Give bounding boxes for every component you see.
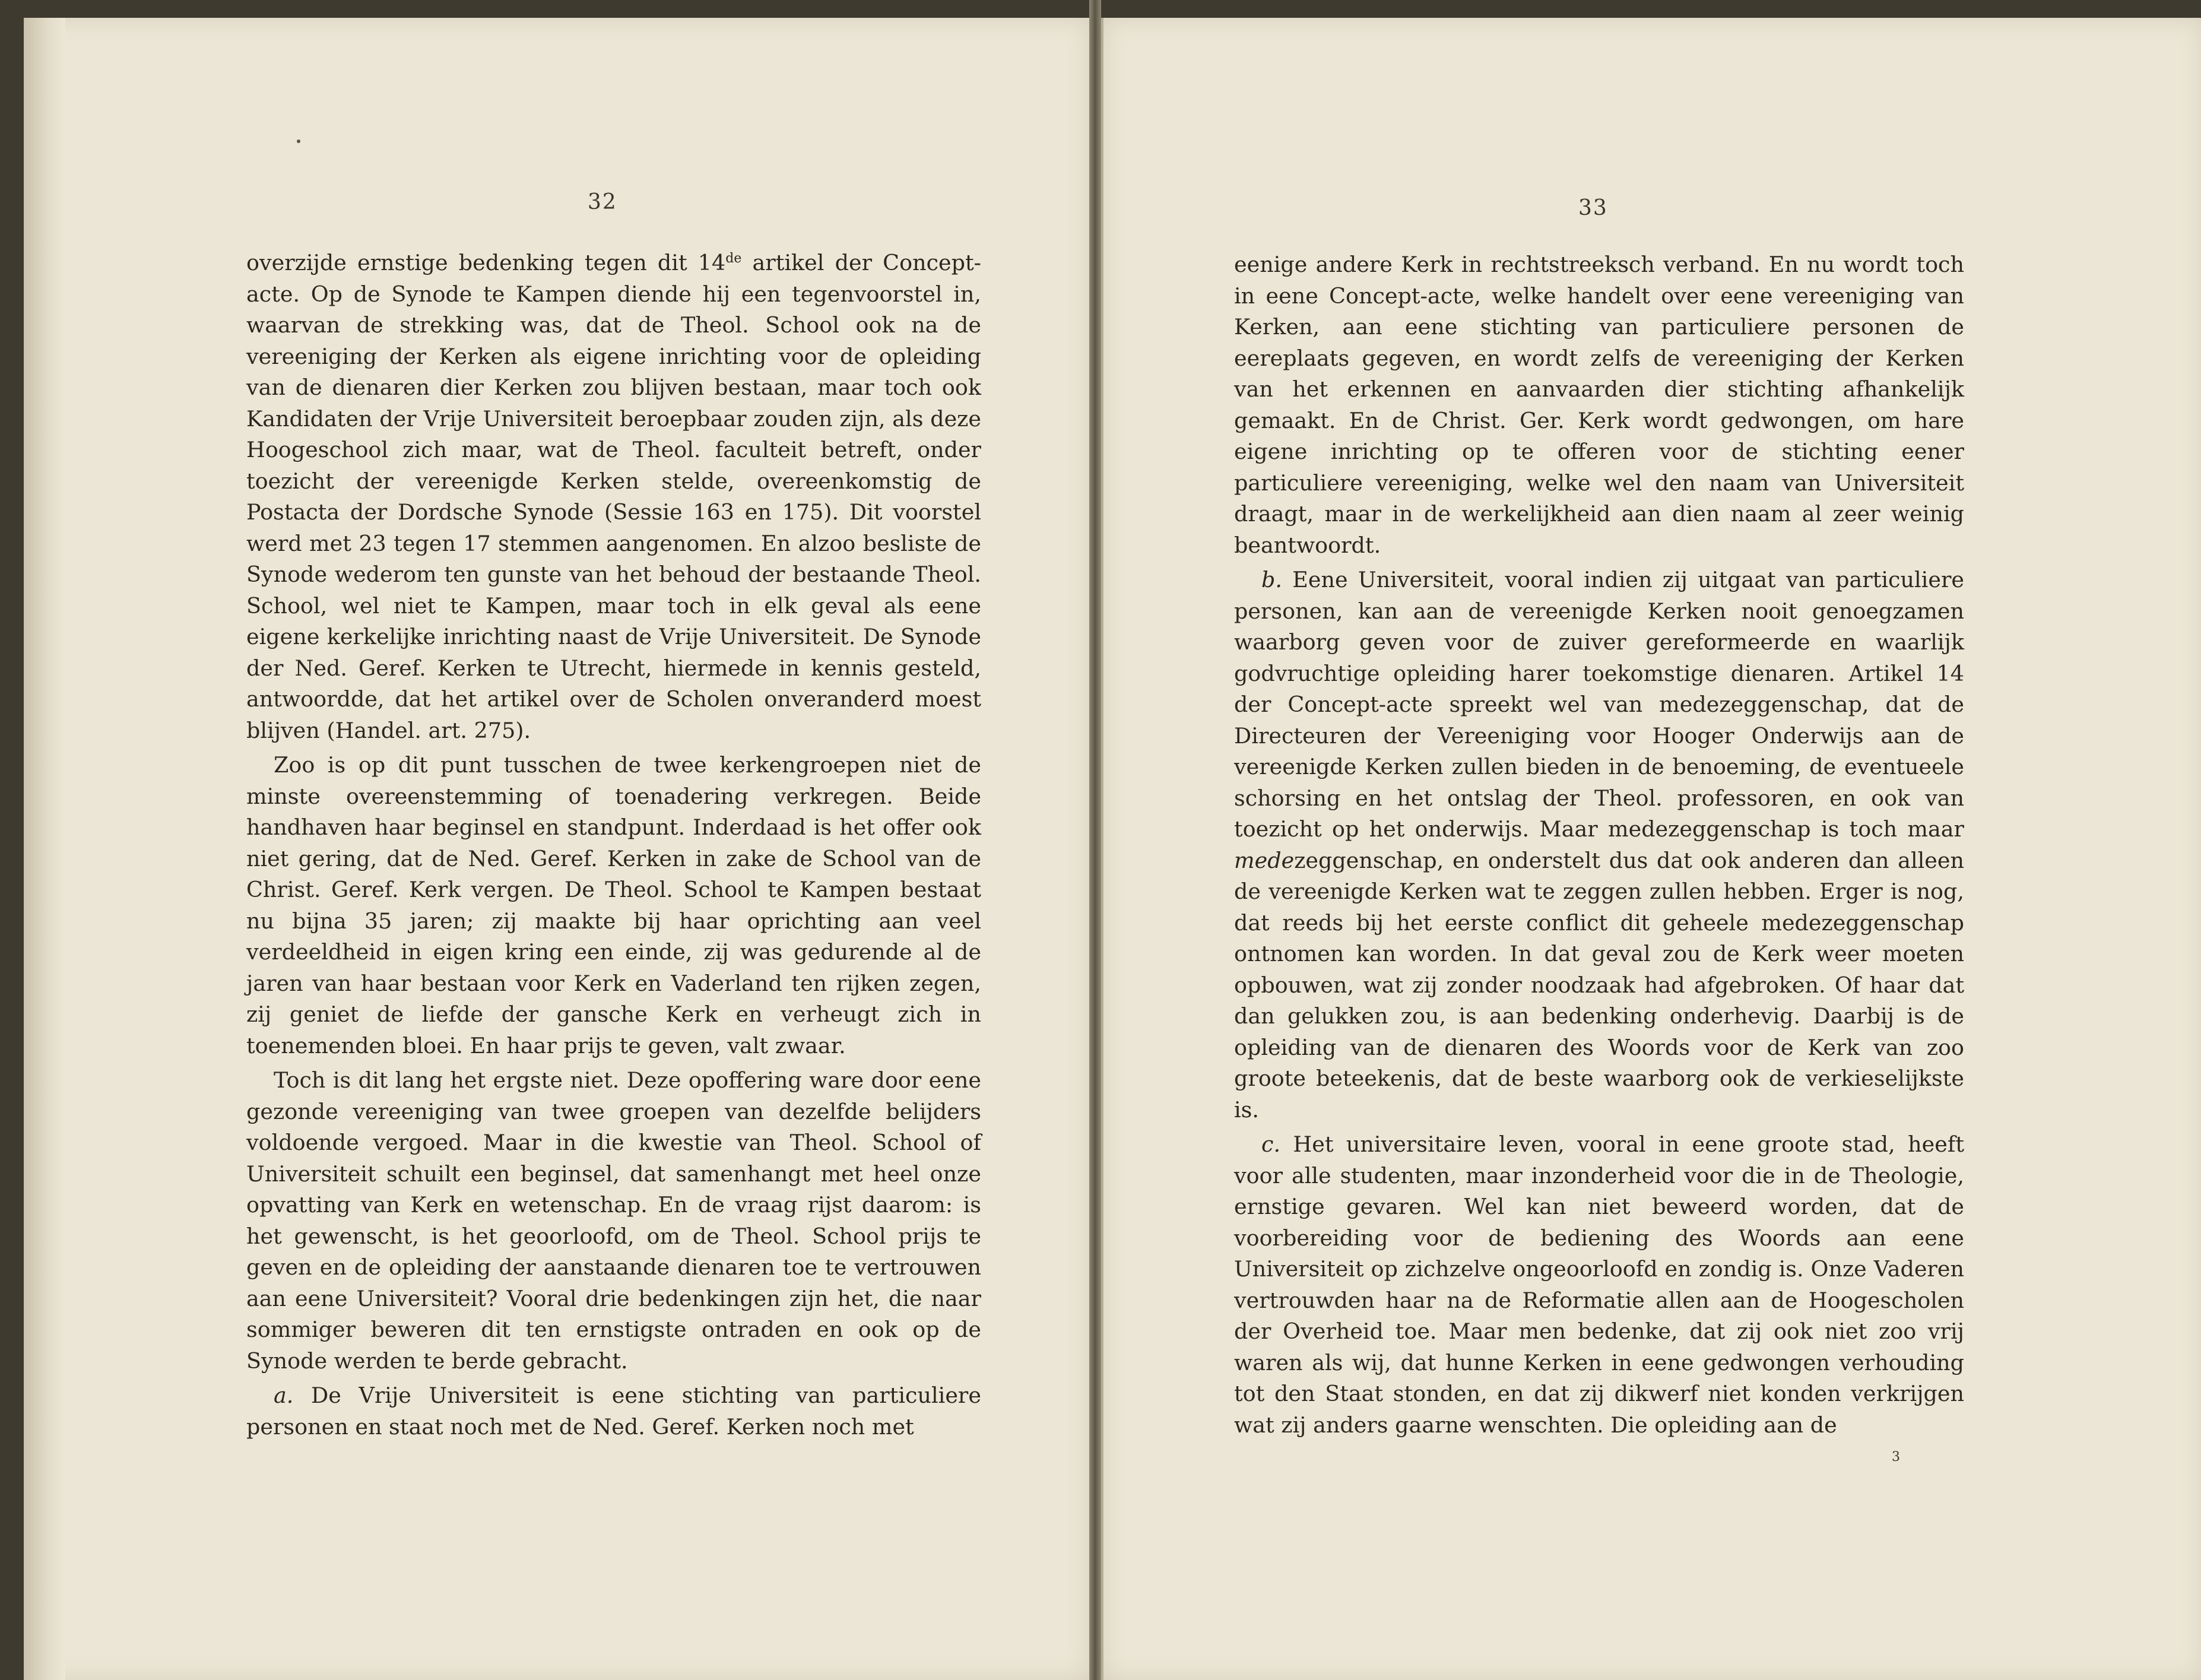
superscript: de xyxy=(725,251,742,266)
text-run: overzijde ernstige bedenking tegen dit 14 xyxy=(246,250,726,276)
paragraph xyxy=(246,243,981,746)
paragraph xyxy=(1234,1129,1964,1441)
paper-speck xyxy=(297,140,300,143)
body-text xyxy=(1234,249,1964,1444)
book-gutter xyxy=(1089,0,1101,1680)
left-page xyxy=(24,18,1093,1680)
list-marker: c. xyxy=(1261,1131,1281,1157)
paragraph: eenige andere Kerk in rechtstreeksch verband. En nu wordt toch in eene Concept-acte, welke handelt over eene vereeniging van Kerken, aan eene stichting van particuliere personen de eereplaats gegeven, en wordt zelfs de vereeniging der Kerken van het erkennen en aanvaarden dier stichting afhankelijk gemaakt. En de Christ. Ger. Kerk wordt gedwongen, om hare eigene inrichting op te offeren voor de stichting eener particuliere vereeniging, welke wel den naam van Universiteit draagt, maar in de werkelijkheid aan dien naam al zeer weinig beantwoordt. xyxy=(1234,252,1964,558)
italic-emphasis: mede xyxy=(1234,847,1295,873)
paragraph: Toch is dit lang het ergste niet. Deze opoffering ware door eene gezonde vereeniging van twee groepen van dezelfde belijders voldoende vergoed. Maar in die kwestie van Theol. School of Universiteit schuilt een beginsel, dat samenhangt met heel onze opvatting van Kerk en wetenschap. En de vraag rijst daarom: is het gewenscht, is het geoorloofd, om de Theol. School prijs te geven en de opleiding der aanstaande dienaren toe te vertrouwen aan eene Universiteit? Vooral drie bedenkingen zijn het, die naar sommiger beweren dit ten ernstigste ontraden en ook op de Synode werden te berde gebracht. xyxy=(246,1067,981,1374)
text-run: Het universitaire leven, vooral in eene groote stad, heeft voor alle studenten, maar inzonderheid voor die in de Theologie, ernstige gevaren. Wel kan niet beweerd worden, dat de voorbereiding voor de bediening des Woords aan eene Universiteit op zichzelve ongeoorloofd en zondig is. Onze Vaderen vertrouwden haar na de Reformatie allen aan de Hoogescholen der Overheid toe. Maar men bedenke, dat zij ook niet zoo vrij waren als wij, dat hunne Kerken in eene gedwongen verhouding tot den Staat stonden, en dat zij dikwerf niet konden verkrijgen wat zij anders gaarne wenschten. Die opleiding aan de xyxy=(1234,1131,1964,1438)
page-edge-shadow xyxy=(24,18,65,1680)
page-number: 32 xyxy=(588,190,617,214)
signature-mark: 3 xyxy=(1892,1450,1900,1465)
paragraph: Zoo is op dit punt tusschen de twee kerkengroepen niet de minste overeenstemming of toenadering verkregen. Beide handhaven haar beginsel en standpunt. Inderdaad is het offer ook niet gering, dat de Ned. Geref. Kerken in zake de School van de Christ. Geref. Kerk vergen. De Theol. School te Kampen bestaat nu bijna 35 jaren; zij maakte bij haar oprichting aan veel verdeeldheid in eigen kring een einde, zij was gedurende al de jaren van haar bestaan voor Kerk en Vaderland ten rijken zegen, zij geniet de liefde der gansche Kerk en verheugt zich in toenemenden bloei. En haar prijs te geven, valt zwaar. xyxy=(246,752,981,1058)
list-marker: a. xyxy=(274,1383,294,1409)
body-text xyxy=(246,243,981,1446)
text-run: Eene Universiteit, vooral indien zij uitgaat van particuliere personen, kan aan de vereenigde Kerken nooit genoegzamen waarborg geven voor de zuiver gereformeerde en waarlijk godvruchtige opleiding harer toekomstige dienaren. Artikel 14 der Concept-acte spreekt wel van medezeggenschap, dat de Directeuren der Vereeniging voor Hooger Onderwijs aan de vereenigde Kerken zullen bieden in de benoeming, de eventueele schorsing en het ontslag der Theol. professoren, en ook van toezicht op het onderwijs. Maar medezeggenschap is toch maar xyxy=(1234,567,1964,842)
list-marker: b. xyxy=(1261,567,1282,592)
right-page xyxy=(1101,18,2201,1680)
paragraph xyxy=(246,1380,981,1443)
text-run: zeggenschap, en onderstelt dus dat ook anderen dan alleen de vereenigde Kerken wat te zeggen zullen hebben. Erger is nog, dat reeds bij het eerste conflict dit geheele medezeggenschap ontnomen kan worden. In dat geval zou de Kerk weer moeten opbouwen, wat zij zonder noodzaak had afgebroken. Of haar dat dan gelukken zou, is aan bedenking onderhevig. Daarbij is de opleiding van de dienaren des Woords voor de Kerk van zoo groote beteekenis, dat de beste waarborg ook de verkieselijkste is. xyxy=(1234,847,1964,1123)
text-run: artikel der Concept-acte. Op de Synode te Kampen diende hij een tegenvoorstel in, waarvan de strekking was, dat de Theol. School ook na de vereeniging der Kerken als eigene inrichting voor de opleiding van de dienaren dier Kerken zou blijven bestaan, maar toch ook Kandidaten der Vrije Universiteit beroepbaar zouden zijn, als deze Hoogeschool zich maar, wat de Theol. faculteit betreft, onder toezicht der vereenigde Kerken stelde, overeenkomstig de Postacta der Dordsche Synode (Sessie 163 en 175). Dit voorstel werd met 23 tegen 17 stemmen aangenomen. En alzoo besliste de Synode wederom ten gunste van het behoud der bestaande Theol. School, wel niet te Kampen, maar toch in elk geval als eene eigene kerkelijke inrichting naast de Vrije Universiteit. De Synode der Ned. Geref. Kerken te Utrecht, hiermede in kennis gesteld, antwoordde, dat het artikel over de Scholen onveranderd moest blijven (Handel. art. 275). xyxy=(246,250,982,743)
text-run: De Vrije Universiteit is eene stichting van particuliere personen en staat noch met de Ned. Geref. Kerken noch met xyxy=(246,1383,981,1440)
paragraph xyxy=(1234,565,1964,1126)
page-number: 33 xyxy=(1578,196,1608,220)
